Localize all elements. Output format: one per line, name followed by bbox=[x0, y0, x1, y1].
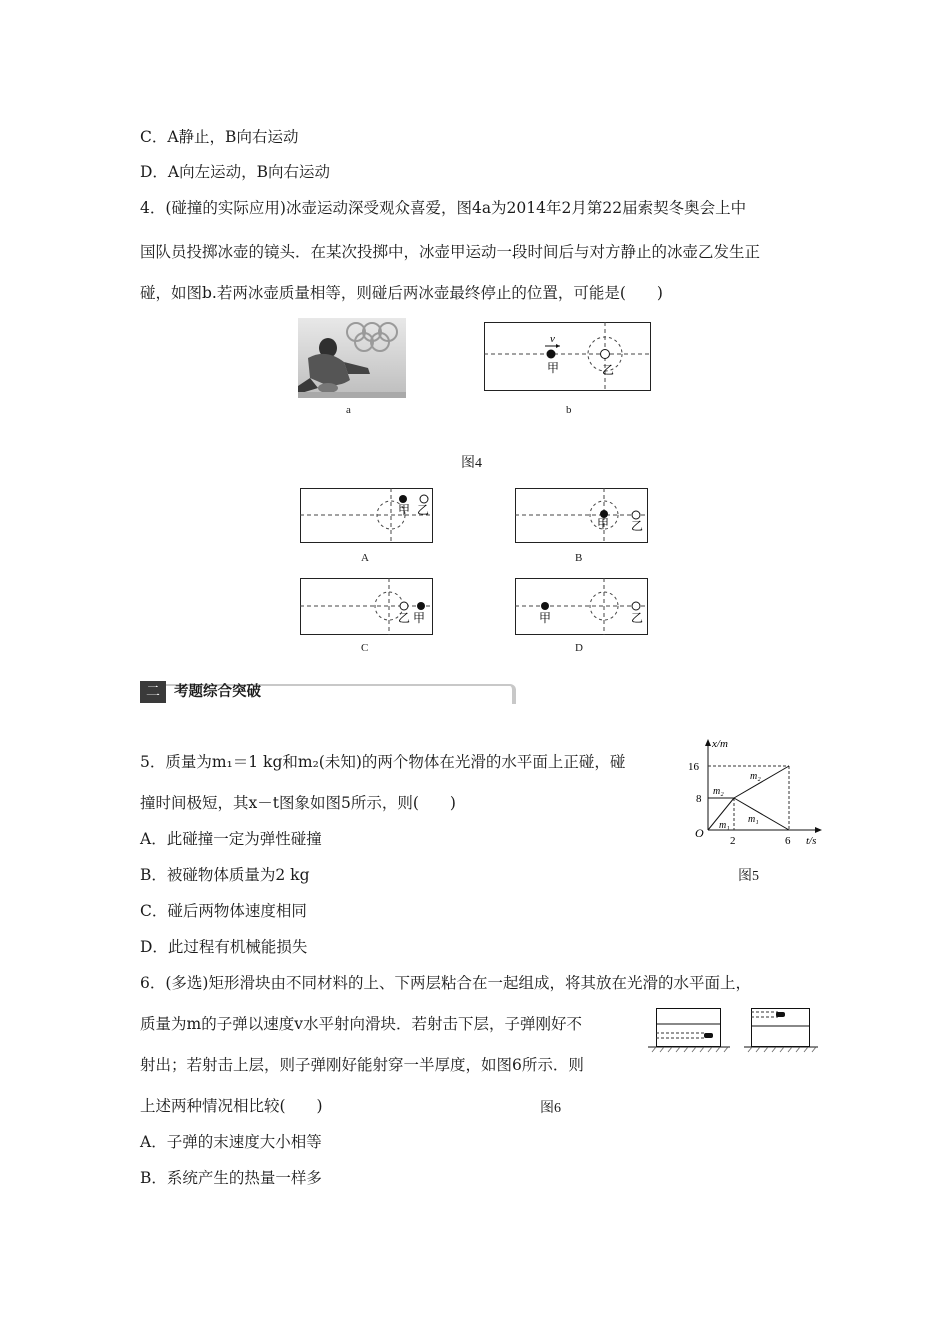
option-b-diagram bbox=[515, 488, 649, 544]
svg-text:乙: 乙 bbox=[631, 611, 644, 625]
option-b-label: B bbox=[575, 552, 583, 564]
q6-option-a: A．子弹的末速度大小相等 bbox=[140, 1133, 322, 1151]
svg-text:乙: 乙 bbox=[417, 503, 430, 517]
section-banner bbox=[140, 681, 518, 703]
xt-graph bbox=[688, 736, 828, 852]
q5-text-line2: 撞时间极短，其x－t图象如图5所示，则( ) bbox=[140, 794, 456, 812]
svg-text:乙: 乙 bbox=[398, 611, 411, 625]
q5-text-line1: 5．质量为m₁＝1 kg和m₂(未知)的两个物体在光滑的水平面上正碰，碰 bbox=[140, 753, 626, 771]
fig4b-diagram bbox=[484, 322, 652, 392]
q6-text-line1: 6．(多选)矩形滑块由不同材料的上、下两层粘合在一起组成，将其放在光滑的水平面上， bbox=[140, 974, 751, 992]
fig6-caption: 图6 bbox=[540, 1101, 561, 1116]
y-axis-label: x/m bbox=[712, 738, 728, 750]
option-a-diagram bbox=[300, 488, 434, 544]
q4-text-line1: 4．(碰撞的实际应用)冰壶运动深受观众喜爱，图4a为2014年2月第22届索契冬奥会上中 bbox=[140, 199, 747, 217]
x-axis-label: t/s bbox=[806, 835, 817, 847]
y-tick-16: 16 bbox=[688, 761, 699, 773]
y-tick-8: 8 bbox=[696, 793, 702, 805]
q5-option-d: D．此过程有机械能损失 bbox=[140, 938, 308, 956]
section-title: 考题综合突破 bbox=[174, 684, 261, 700]
section-number: 二 bbox=[140, 681, 166, 703]
line-label-m1-before: m₁ bbox=[719, 820, 730, 831]
svg-text:甲: 甲 bbox=[539, 611, 552, 625]
curling-stone-jia bbox=[547, 350, 556, 359]
q5-option-b: B．被碰物体质量为2 kg bbox=[140, 866, 310, 884]
velocity-label: v bbox=[550, 333, 555, 345]
svg-text:甲: 甲 bbox=[398, 503, 411, 517]
curling-photo bbox=[298, 318, 406, 398]
fig5-caption: 图5 bbox=[738, 869, 759, 884]
svg-text:甲: 甲 bbox=[413, 611, 426, 625]
svg-text:乙: 乙 bbox=[631, 519, 644, 533]
option-a-label: A bbox=[361, 552, 369, 564]
x-tick-6: 6 bbox=[785, 835, 791, 847]
q5-option-c: C．碰后两物体速度相同 bbox=[140, 902, 307, 920]
q6-text-line4: 上述两种情况相比较( ) bbox=[140, 1097, 323, 1115]
q6-text-line2: 质量为m的子弹以速度v水平射向滑块．若射击下层，子弹刚好不 bbox=[140, 1015, 582, 1033]
q3-option-c: C．A静止，B向右运动 bbox=[140, 128, 299, 146]
line-label-m2-after: m₂ bbox=[750, 771, 761, 782]
option-d-label: D bbox=[575, 642, 583, 654]
q4-text-line3: 碰，如图b.若两冰壶质量相等，则碰后两冰壶最终停止的位置，可能是( ) bbox=[140, 284, 663, 302]
curling-stone-yi bbox=[601, 350, 610, 359]
fig4-caption: 图4 bbox=[461, 456, 482, 471]
yi-label: 乙 bbox=[602, 363, 615, 377]
q6-text-line3: 射出；若射击上层，则子弹刚好能射穿一半厚度，如图6所示．则 bbox=[140, 1056, 584, 1074]
q3-option-d: D．A向左运动，B向右运动 bbox=[140, 163, 331, 181]
x-tick-2: 2 bbox=[730, 835, 736, 847]
origin-label: O bbox=[695, 826, 704, 840]
option-d-diagram bbox=[515, 578, 649, 636]
q5-option-a: A．此碰撞一定为弹性碰撞 bbox=[140, 830, 322, 848]
fig4a-label: a bbox=[346, 404, 351, 416]
q4-text-line2: 国队员投掷冰壶的镜头．在某次投掷中，冰壶甲运动一段时间后与对方静止的冰壶乙发生正 bbox=[140, 243, 761, 261]
option-c-label: C bbox=[361, 642, 369, 654]
option-c-diagram bbox=[300, 578, 434, 636]
fig6-diagram bbox=[648, 1000, 828, 1056]
jia-label: 甲 bbox=[547, 361, 560, 375]
line-label-m1-after: m₁ bbox=[748, 814, 759, 825]
svg-text:甲: 甲 bbox=[597, 517, 610, 531]
q6-option-b: B．系统产生的热量一样多 bbox=[140, 1169, 322, 1187]
line-label-m2-before: m₂ bbox=[713, 786, 724, 797]
fig4b-label: b bbox=[566, 404, 572, 416]
